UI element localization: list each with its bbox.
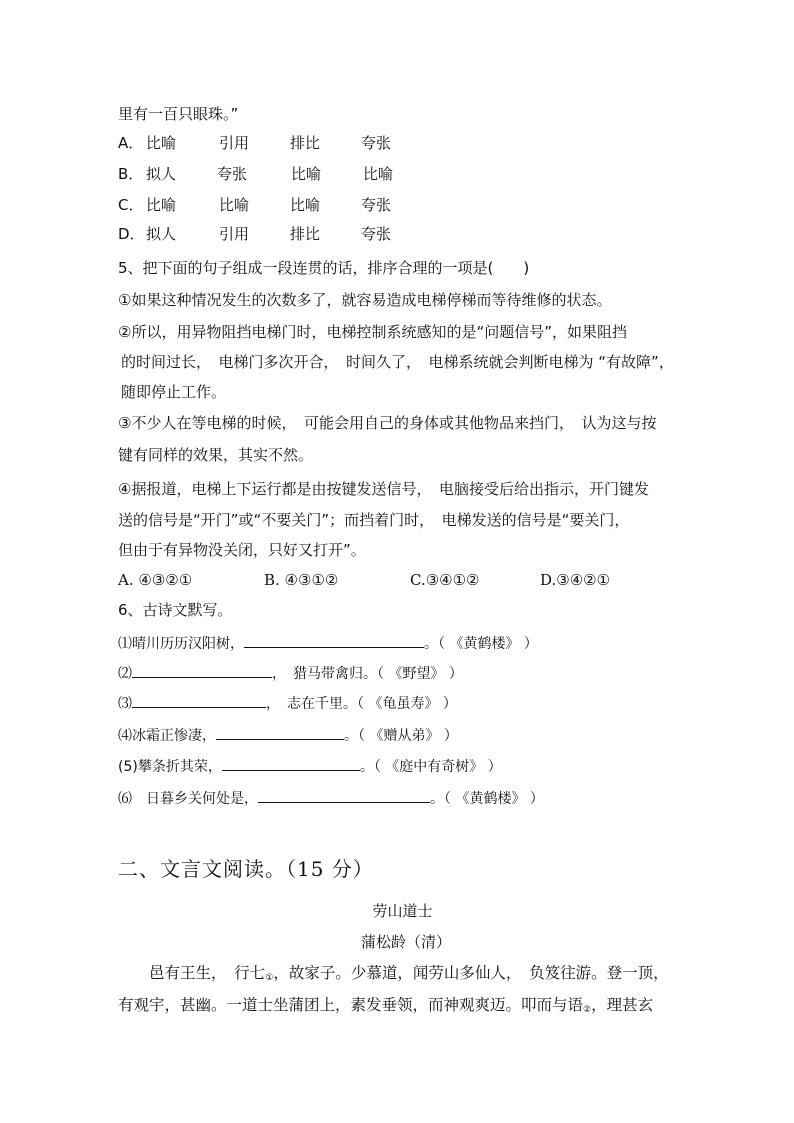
- option-item: 拟人: [146, 225, 177, 243]
- passage-line-1: [118, 963, 669, 988]
- passage-text: 有观宇，甚幽。一道士坐蒲团上，素发垂领，而神观爽迈。叩而与语: [118, 996, 584, 1014]
- q5-sentence-3b: 键有同样的效果，其实不然。: [118, 446, 314, 464]
- option-item: 引用: [219, 134, 250, 152]
- answer-blank[interactable]: [132, 663, 272, 678]
- option-item: 引用: [219, 225, 250, 243]
- option-item: 比喻: [146, 134, 177, 152]
- option-item: 比喻: [219, 196, 250, 214]
- poem-source: 。（ 《黄鹤楼》 ）: [424, 636, 538, 652]
- poem-prompt: ⑷冰霜正惨凄，: [118, 728, 216, 744]
- q5-sentence-4b: 送的信号是“开门”或“不要关门”；而挡着门时， 电梯发送的信号是“要关门，: [118, 511, 630, 529]
- passage-line-2: [118, 995, 653, 1020]
- q6-item-1: [118, 633, 538, 654]
- poem-prompt: ⑶: [118, 696, 132, 712]
- poem-source: ， 猎马带禽归。（ 《野望》 ）: [272, 666, 463, 682]
- passage-text: ，理甚玄: [591, 996, 654, 1014]
- q4-option-a[interactable]: [118, 133, 391, 153]
- q5-sentence-4c: 但由于有异物没关闭，只好又打开”。: [118, 541, 366, 559]
- q4-option-b[interactable]: [118, 164, 393, 184]
- passage-title: 劳山道士: [372, 902, 433, 920]
- q4-tail: 里有一百只眼珠。”: [118, 105, 239, 123]
- poem-prompt: ⑵: [118, 666, 132, 682]
- poem-prompt: ⑴晴川历历汉阳树，: [118, 636, 244, 652]
- q5-option-d[interactable]: D.③④②①: [540, 571, 611, 589]
- answer-blank[interactable]: [132, 693, 266, 708]
- q5-sentence-1: ①如果这种情况发生的次数多了，就容易造成电梯停梯而等待维修的状态。: [118, 291, 612, 309]
- q4-option-c[interactable]: [118, 195, 391, 215]
- answer-blank[interactable]: [258, 788, 430, 803]
- option-item: 比喻: [146, 196, 177, 214]
- option-item: 排比: [290, 225, 321, 243]
- q6-item-3: [118, 693, 457, 714]
- passage-author: 蒲松龄（清）: [360, 933, 451, 951]
- q6-item-5: [118, 756, 502, 777]
- passage-text: 邑有王生， 行七: [118, 964, 266, 982]
- option-item: 比喻: [291, 165, 322, 183]
- answer-blank[interactable]: [222, 756, 360, 771]
- footnote-marker[interactable]: ②: [583, 1005, 592, 1015]
- poem-source: 。（ 《黄鹤楼》 ）: [430, 791, 544, 807]
- q6-item-2: [118, 663, 463, 684]
- footnote-marker[interactable]: ①: [265, 973, 274, 983]
- q6-stem: 6、古诗文默写。: [118, 601, 233, 619]
- q6-item-6: [118, 788, 544, 809]
- q5-options[interactable]: [118, 570, 610, 590]
- poem-prompt: (5)攀条折其荣，: [118, 759, 222, 775]
- option-letter: C．: [118, 196, 144, 214]
- answer-blank[interactable]: [216, 725, 344, 740]
- option-item: 拟人: [146, 165, 177, 183]
- section-heading: 二、文言文阅读。（15 分）: [118, 857, 374, 881]
- q5-sentence-2b: 的时间过长， 电梯门多次开合， 时间久了， 电梯系统就会判断电梯为 “有故障”，: [121, 353, 674, 371]
- q4-option-d[interactable]: [118, 224, 391, 244]
- option-item: 比喻: [290, 196, 321, 214]
- option-letter: B．: [118, 165, 144, 183]
- option-item: 夸张: [217, 165, 248, 183]
- poem-source: 。（ 《赠从弟》 ）: [344, 728, 458, 744]
- q5-sentence-2c: 随即停止工作。: [121, 383, 227, 401]
- q5-sentence-2a: ②所以，用异物阻挡电梯门时，电梯控制系统感知的是“问题信号”，如果阻挡: [118, 323, 627, 341]
- q5-option-b[interactable]: B. ④③①②: [264, 571, 339, 589]
- q5-sentence-3a: ③不少人在等电梯的时候， 可能会用自己的身体或其他物品来挡门， 认为这与按: [118, 414, 657, 432]
- option-item: 夸张: [361, 134, 392, 152]
- q5-option-a[interactable]: A. ④③②①: [118, 571, 193, 589]
- option-item: 夸张: [361, 196, 392, 214]
- option-item: 排比: [290, 134, 321, 152]
- option-letter: D．: [118, 225, 145, 243]
- q5-stem: 5、把下面的句子组成一段连贯的话，排序合理的一项是( ): [118, 259, 530, 277]
- poem-prompt: ⑹ 日暮乡关何处是，: [118, 791, 258, 807]
- option-item: 比喻: [363, 165, 394, 183]
- passage-text: ，故家子。少慕道，闻劳山多仙人， 负笈往游。登一顶，: [273, 964, 669, 982]
- option-letter: A．: [118, 134, 144, 152]
- q5-sentence-4a: ④据报道，电梯上下运行都是由按键发送信号， 电脑接受后给出指示，开门键发: [118, 480, 649, 498]
- poem-source: ， 志在千里。（ 《龟虽寿》 ）: [266, 696, 457, 712]
- q5-option-c[interactable]: C.③④①②: [410, 571, 480, 589]
- poem-source: 。（ 《庭中有奇树》 ）: [359, 759, 502, 775]
- q6-item-4: [118, 725, 458, 746]
- answer-blank[interactable]: [244, 633, 424, 648]
- option-item: 夸张: [361, 225, 392, 243]
